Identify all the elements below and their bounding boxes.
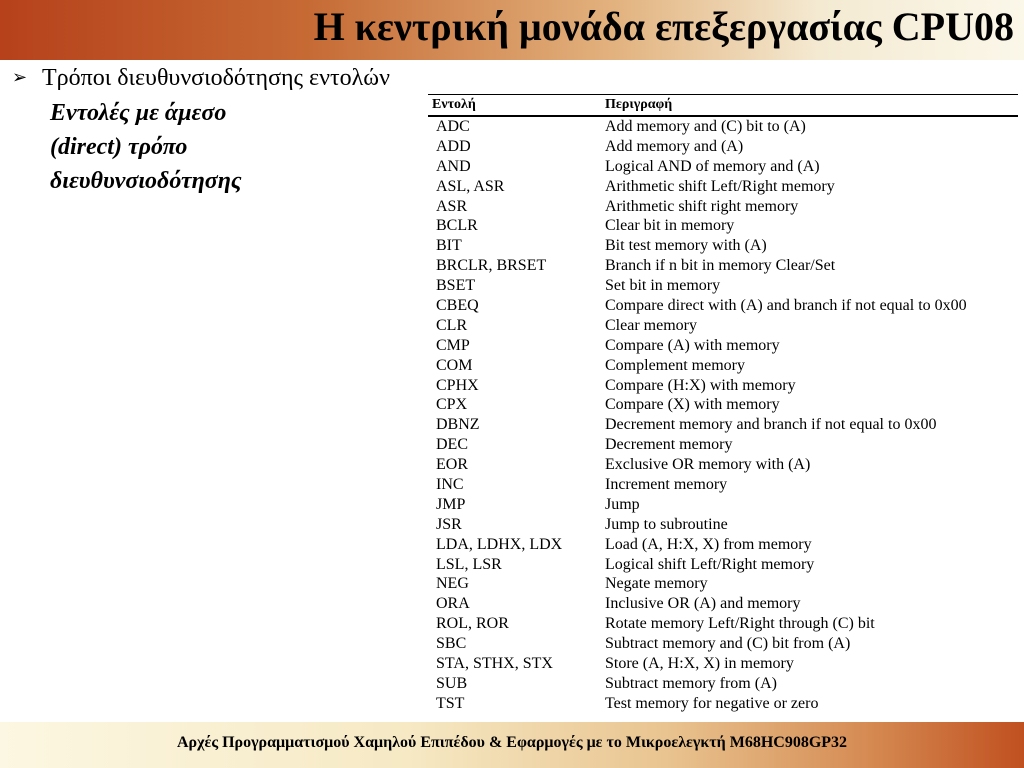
description-cell: Branch if n bit in memory Clear/Set bbox=[605, 257, 836, 275]
footer-text: Αρχές Προγραμματισμού Χαμηλού Επιπέδου & Εφαρμογές με το Μικροελεγκτή M68HC908GP32 bbox=[176, 734, 848, 751]
table-row bbox=[428, 475, 1018, 495]
instruction-cell: ADC bbox=[436, 118, 470, 135]
description-cell: Exclusive OR memory with (A) bbox=[605, 456, 811, 474]
bullet-item bbox=[12, 62, 390, 93]
description-cell: Compare (X) with memory bbox=[605, 396, 780, 414]
instruction-cell: LSL, LSR bbox=[436, 555, 502, 573]
instruction-cell: NEG bbox=[436, 575, 469, 593]
table-row bbox=[428, 415, 1018, 435]
instruction-cell: JSR bbox=[436, 515, 462, 533]
instruction-cell: EOR bbox=[436, 456, 468, 474]
instruction-cell: SUB bbox=[436, 674, 468, 692]
title-bar bbox=[0, 0, 1024, 60]
table-row bbox=[428, 276, 1018, 296]
description-cell: Subtract memory from (A) bbox=[605, 674, 777, 692]
subtitle-line: Εντολές με άμεσο bbox=[50, 100, 227, 126]
instruction-cell: ASR bbox=[436, 197, 468, 215]
table-row bbox=[428, 256, 1018, 276]
instruction-cell: TST bbox=[436, 694, 465, 712]
table-row bbox=[428, 674, 1018, 694]
instruction-cell: CPHX bbox=[436, 376, 479, 394]
instruction-cell: SBC bbox=[436, 635, 467, 653]
subtitle-line: (direct) τρόπο bbox=[50, 134, 188, 160]
table-row bbox=[428, 574, 1018, 594]
column-header-description: Περιγραφή bbox=[605, 97, 673, 112]
instruction-cell: CBEQ bbox=[436, 297, 479, 315]
description-cell: Arithmetic shift Left/Right memory bbox=[605, 177, 835, 195]
description-cell: Jump to subroutine bbox=[605, 515, 728, 533]
description-cell: Complement memory bbox=[605, 356, 745, 374]
subtitle-line: διευθυνσιοδότησης bbox=[50, 168, 242, 194]
footer-bar bbox=[0, 722, 1024, 768]
instruction-cell: ADD bbox=[436, 137, 471, 155]
instruction-cell: LDA, LDHX, LDX bbox=[436, 535, 563, 553]
bullet-text: Τρόποι διευθυνσιοδότησης εντολών bbox=[42, 65, 390, 91]
slide-title: Η κεντρική μονάδα επεξεργασίας CPU08 bbox=[313, 4, 1014, 49]
description-cell: Bit test memory with (A) bbox=[605, 237, 767, 255]
description-cell: Inclusive OR (A) and memory bbox=[605, 595, 801, 613]
instruction-cell: DBNZ bbox=[436, 416, 480, 434]
table-row bbox=[428, 395, 1018, 415]
table-row bbox=[428, 216, 1018, 236]
instruction-cell: STA, STHX, STX bbox=[436, 655, 553, 673]
table-row bbox=[428, 157, 1018, 177]
table-header bbox=[428, 94, 1018, 117]
description-cell: Negate memory bbox=[605, 575, 708, 593]
description-cell: Add memory and (C) bit to (A) bbox=[605, 118, 806, 135]
description-cell: Set bit in memory bbox=[605, 277, 721, 295]
table-row bbox=[428, 296, 1018, 316]
description-cell: Compare direct with (A) and branch if not equal to 0x00 bbox=[605, 297, 967, 315]
table-row bbox=[428, 236, 1018, 256]
instruction-cell: BCLR bbox=[436, 217, 478, 235]
section-subtitle bbox=[50, 96, 350, 198]
instruction-cell: CMP bbox=[436, 336, 470, 354]
instruction-cell: BRCLR, BRSET bbox=[436, 257, 547, 275]
column-header-instruction: Εντολή bbox=[432, 97, 476, 112]
description-cell: Decrement memory bbox=[605, 436, 733, 454]
description-cell: Decrement memory and branch if not equal to 0x00 bbox=[605, 416, 937, 434]
instruction-table bbox=[428, 94, 1018, 714]
description-cell: Increment memory bbox=[605, 476, 728, 494]
instruction-cell: ROL, ROR bbox=[436, 615, 509, 633]
instruction-cell: BSET bbox=[436, 277, 476, 295]
instruction-cell: CLR bbox=[436, 316, 468, 334]
description-cell: Logical AND of memory and (A) bbox=[605, 157, 820, 175]
instruction-cell: CPX bbox=[436, 396, 468, 414]
table-row bbox=[428, 455, 1018, 475]
description-cell: Arithmetic shift right memory bbox=[605, 197, 799, 215]
instruction-cell: BIT bbox=[436, 237, 462, 255]
instruction-cell: JMP bbox=[436, 495, 466, 513]
table-row bbox=[428, 515, 1018, 535]
description-cell: Test memory for negative or zero bbox=[605, 694, 819, 712]
description-cell: Logical shift Left/Right memory bbox=[605, 555, 815, 573]
description-cell: Load (A, H:X, X) from memory bbox=[605, 535, 812, 553]
table-row bbox=[428, 197, 1018, 217]
table-row bbox=[428, 137, 1018, 157]
table-row bbox=[428, 555, 1018, 575]
description-cell: Rotate memory Left/Right through (C) bit bbox=[605, 615, 875, 633]
description-cell: Add memory and (A) bbox=[605, 137, 744, 155]
instruction-cell: AND bbox=[436, 157, 471, 175]
table-row bbox=[428, 634, 1018, 654]
instruction-cell: COM bbox=[436, 356, 473, 374]
table-row bbox=[428, 316, 1018, 336]
arrow-bullet-icon: ➢ bbox=[12, 67, 28, 87]
instruction-cell: ORA bbox=[436, 595, 470, 613]
instruction-cell: INC bbox=[436, 476, 464, 494]
table-row bbox=[428, 356, 1018, 376]
description-cell: Clear bit in memory bbox=[605, 217, 735, 235]
table-body bbox=[428, 117, 1018, 714]
instruction-cell: DEC bbox=[436, 436, 468, 454]
description-cell: Compare (H:X) with memory bbox=[605, 376, 796, 394]
table-row bbox=[428, 594, 1018, 614]
instruction-cell: ASL, ASR bbox=[436, 177, 505, 195]
table-row bbox=[428, 654, 1018, 674]
description-cell: Compare (A) with memory bbox=[605, 336, 780, 354]
description-cell: Store (A, H:X, X) in memory bbox=[605, 655, 794, 673]
table-row bbox=[428, 435, 1018, 455]
table-row bbox=[428, 495, 1018, 515]
table-row bbox=[428, 614, 1018, 634]
description-cell: Subtract memory and (C) bit from (A) bbox=[605, 635, 851, 653]
table-row bbox=[428, 376, 1018, 396]
table-row bbox=[428, 177, 1018, 197]
description-cell: Jump bbox=[605, 495, 640, 513]
table-row bbox=[428, 336, 1018, 356]
table-row bbox=[428, 694, 1018, 714]
table-row bbox=[428, 535, 1018, 555]
description-cell: Clear memory bbox=[605, 316, 697, 334]
table-row bbox=[428, 117, 1018, 137]
